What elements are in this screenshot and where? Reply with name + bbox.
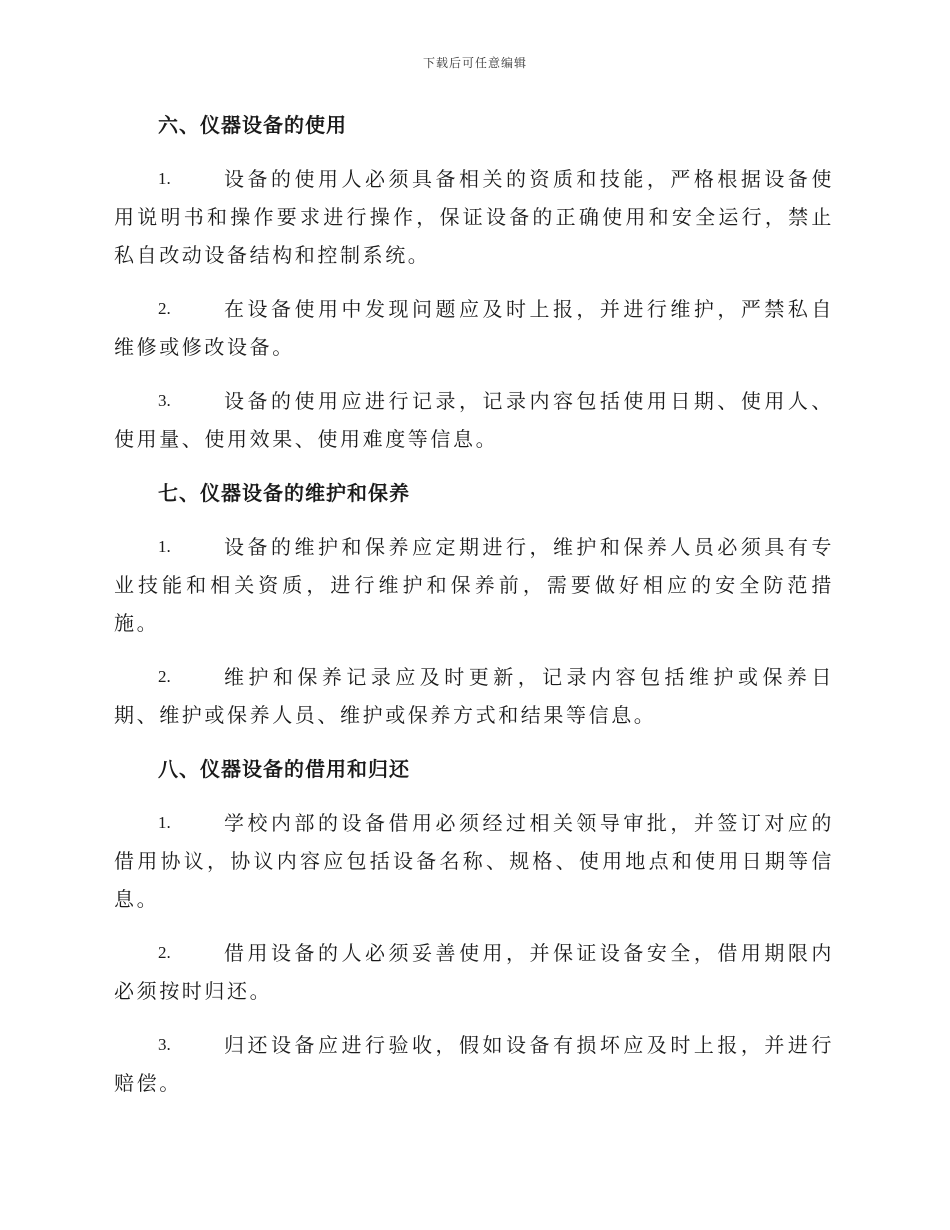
- list-item: [114, 1026, 834, 1102]
- item-text: 在设备使用中发现问题应及时上报，并进行维护，严禁私自维修或修改设备。: [114, 297, 834, 359]
- item-text: 维护和保养记录应及时更新，记录内容包括维护或保养日期、维护或保养人员、维护或保养方式和结果等信息。: [114, 665, 834, 727]
- section-title: 七、仪器设备的维护和保养: [158, 481, 410, 505]
- item-text: 借用设备的人必须妥善使用，并保证设备安全，借用期限内必须按时归还。: [114, 941, 834, 1003]
- item-number: 2.: [158, 667, 171, 686]
- item-text: 归还设备应进行验收，假如设备有损坏应及时上报，并进行赔偿。: [114, 1033, 834, 1095]
- item-number: 1.: [158, 169, 171, 188]
- item-text: 设备的使用应进行记录，记录内容包括使用日期、使用人、使用量、使用效果、使用难度等信息。: [114, 389, 834, 451]
- item-number: 2.: [158, 299, 171, 318]
- item-number: 2.: [158, 943, 171, 962]
- list-item: [114, 528, 834, 642]
- list-item: [114, 658, 834, 734]
- item-number: 3.: [158, 391, 171, 410]
- page-header: 下载后可任意编辑: [422, 56, 527, 70]
- list-item: [114, 160, 834, 274]
- section-title: 六、仪器设备的使用: [158, 113, 347, 137]
- item-text: 学校内部的设备借用必须经过相关领导审批，并签订对应的借用协议，协议内容应包括设备名称、规格、使用地点和使用日期等信息。: [114, 811, 834, 911]
- item-text: 设备的使用人必须具备相关的资质和技能，严格根据设备使用说明书和操作要求进行操作，保证设备的正确使用和安全运行，禁止私自改动设备结构和控制系统。: [114, 167, 834, 267]
- item-number: 1.: [158, 537, 171, 556]
- document-body: [114, 106, 834, 1118]
- item-number: 3.: [158, 1035, 171, 1054]
- item-number: 1.: [158, 813, 171, 832]
- list-item: [114, 934, 834, 1010]
- item-text: 设备的维护和保养应定期进行，维护和保养人员必须具有专业技能和相关资质，进行维护和保养前，需要做好相应的安全防范措施。: [114, 535, 834, 635]
- list-item: [114, 290, 834, 366]
- list-item: [114, 804, 834, 918]
- list-item: [114, 382, 834, 458]
- section-title: 八、仪器设备的借用和归还: [158, 757, 410, 781]
